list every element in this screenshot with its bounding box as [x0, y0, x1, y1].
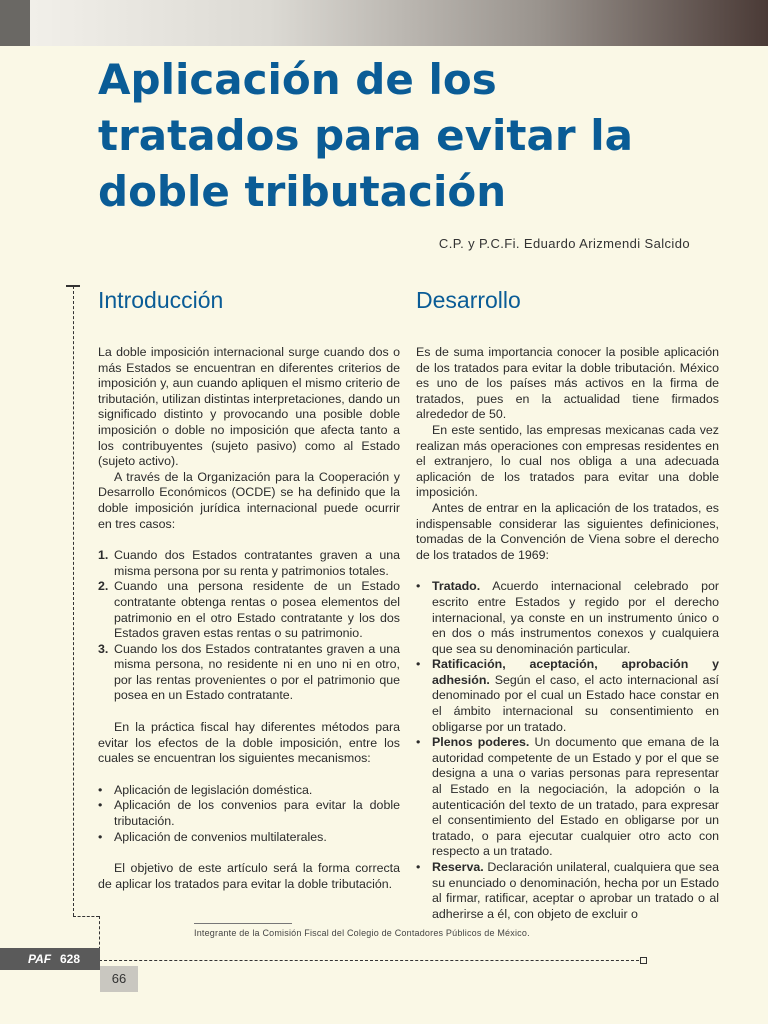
dashed-border-bottom [99, 960, 639, 961]
desarrollo-paragraph-1: Es de suma importancia conocer la posible aplicación de los tratados para evitar la doble tributación. México es uno de los países más activos en la firma de tratados, pues en la actualidad tiene firmados alrededor de 50. [416, 345, 719, 422]
desarrollo-paragraph-2: En este sentido, las empresas mexicanas cada vez realizan más operaciones con empresas residentes en el extranjero, lo cual nos obliga a una adecuada aplicación de los tratados para evitar una doble imposición. [416, 422, 719, 500]
dashed-border-left [73, 286, 74, 916]
dashed-border-step [73, 916, 99, 917]
list-item: 2. Cuando una persona residente de un Estado contratante obtenga rentas o posea elementos del patrimonio en el otro Estado contratante y los dos Estados graven estas rentas o su patrimonio. [98, 579, 400, 641]
mechanisms-list [98, 783, 400, 845]
intro-paragraph-2: A través de la Organización para la Cooperación y Desarrollo Económicos (OCDE) se ha definido que la doble imposición jurídica internacional puede ocurrir en tres casos: [98, 469, 400, 531]
right-column [416, 345, 719, 922]
desarrollo-paragraph-3: Antes de entrar en la aplicación de los tratados, es indispensable considerar las siguientes definiciones, tomadas de la Convención de Viena sobre el derecho de los tratados de 1969: [416, 500, 719, 562]
author-line: C.P. y P.C.Fi. Eduardo Arizmendi Salcido [438, 236, 690, 251]
intro-paragraph-4: El objetivo de este artículo será la forma correcta de aplicar los tratados para evitar la doble tributación. [98, 861, 400, 891]
cases-list [98, 548, 400, 704]
footnote-rule [194, 923, 292, 924]
dashed-border-end-marker [640, 957, 647, 964]
definitions-list [416, 579, 719, 922]
article-title: Aplicación de los tratados para evitar la doble tributación [98, 55, 633, 216]
list-item: • Aplicación de legislación doméstica. [98, 782, 313, 797]
magazine-name: PAF [28, 952, 52, 966]
footnote: Integrante de la Comisión Fiscal del Colegio de Contadores Públicos de México. [194, 928, 530, 938]
list-item: • Ratificación, aceptación, aprobación y adhesión. Según el caso, el acto internacional así denominado por el cual un Estado hace constar en el ámbito internacional su consentimiento en obligarse por un tratado. [416, 657, 719, 734]
list-item: 3. Cuando los dos Estados contratantes graven a una misma persona, no residente ni en uno ni en otro, por las rentas provenientes o por el patrimonio que posea en un Estado contratante. [98, 641, 400, 703]
page-number: 66 [100, 966, 138, 992]
heading-introduccion: Introducción [98, 287, 224, 313]
intro-paragraph-1: La doble imposición internacional surge cuando dos o más Estados se encuentran en diferentes criterios de imposición y, aun cuando apliquen el mismo criterio de tributación, utilizan distintas interpretaciones, dando un significado distinto y provocando una posible doble imposición o doble no imposición que afecta tanto a los contribuyentes (sujeto pasivo) como al Estado (sujeto activo). [98, 345, 400, 469]
list-item: 1. Cuando dos Estados contratantes graven a una misma persona por su renta y patrimonios totales. [98, 548, 400, 578]
list-item: • Reserva. Declaración unilateral, cualquiera que sea su enunciado o denominación, hecha por un Estado al firmar, ratificar, aceptar o aprobar un tratado o al adherirse a él, con objeto de excluir o [416, 860, 719, 921]
left-column [98, 345, 400, 892]
banner-stub [0, 0, 30, 46]
list-item: • Plenos poderes. Un documento que emana de la autoridad competente de un Estado y por el que se designa a una o varias personas para representar al Estado en la negociación, la adopción o la autenticación del texto de un tratado, para expresar el consentimiento del Estado en obligarse por un tratado, o para ejecutar cualquier otro acto con respecto a un tratado. [416, 735, 719, 859]
list-item: • Aplicación de los convenios para evitar la doble tributación. [98, 798, 400, 829]
top-banner [0, 0, 768, 46]
intro-paragraph-3: En la práctica fiscal hay diferentes métodos para evitar los efectos de la doble imposición, entre los cuales se encuentran los siguientes mecanismos: [98, 720, 400, 766]
issue-number: 628 [60, 952, 81, 966]
heading-desarrollo: Desarrollo [416, 287, 521, 313]
magazine-badge [0, 948, 100, 970]
list-item: • Tratado. Acuerdo internacional celebrado por escrito entre Estados y regido por el derecho internacional, ya conste en un instrumento único o en dos o más instrumentos conexos y cualquiera que sea su denominación particular. [416, 579, 719, 656]
list-item: • Aplicación de convenios multilaterales. [98, 829, 327, 844]
